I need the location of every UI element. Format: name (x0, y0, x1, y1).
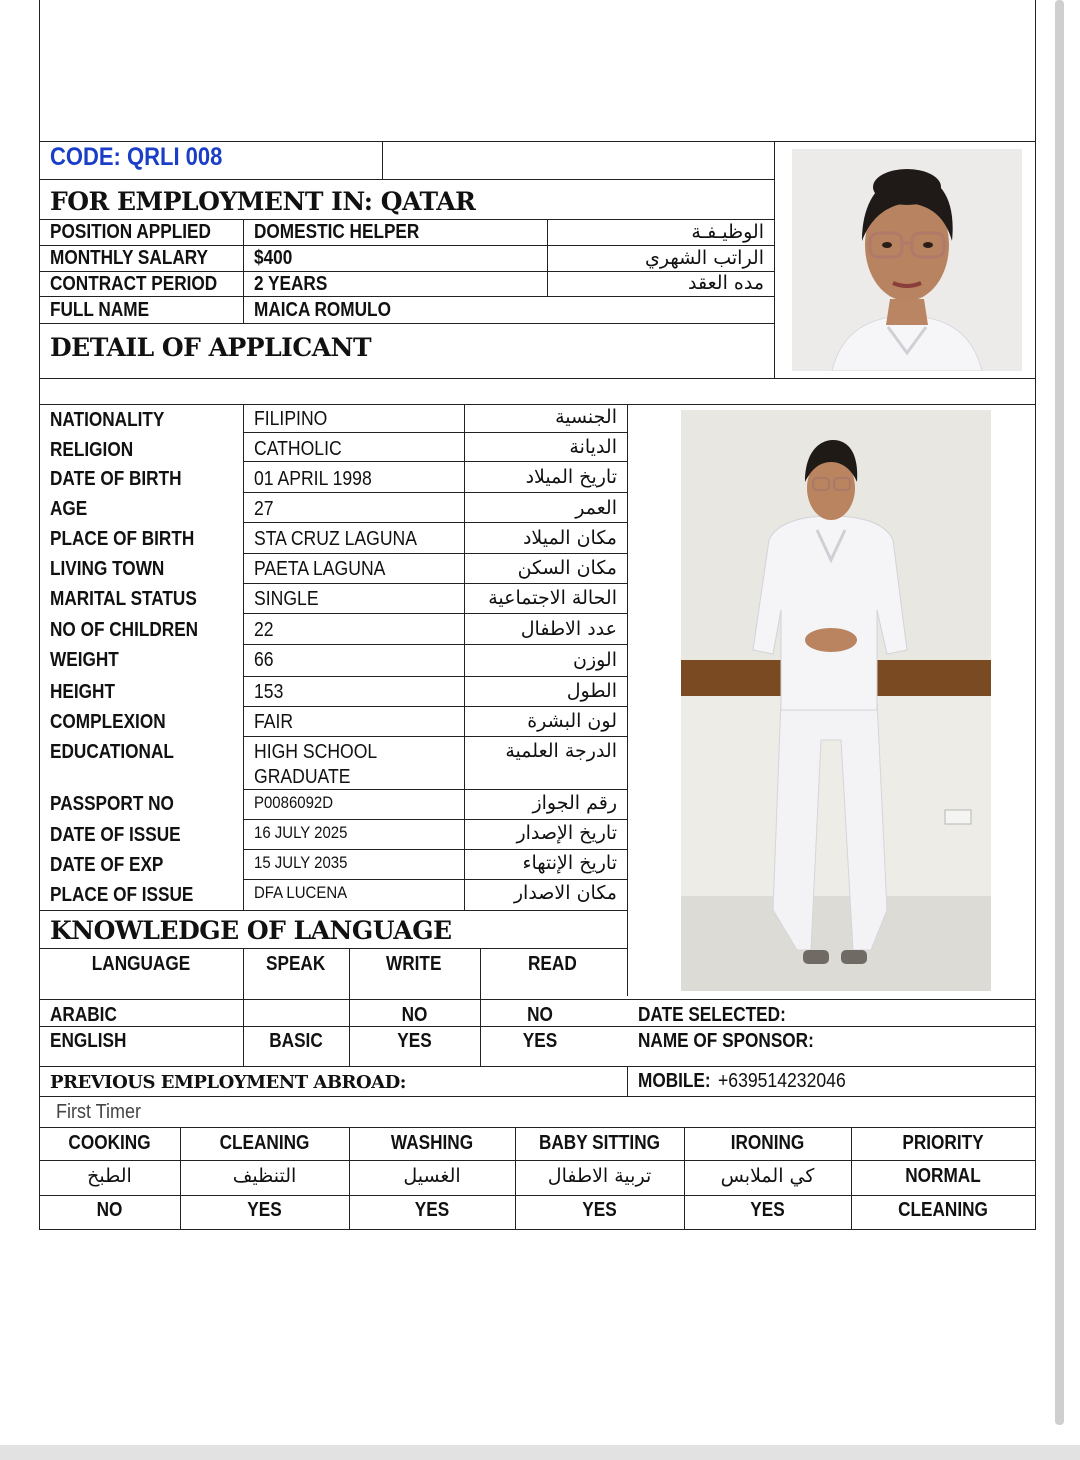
language-write: NO (401, 1004, 428, 1026)
detail-label: PASSPORT NO (50, 793, 174, 815)
detail-arabic: العمر (575, 497, 617, 519)
language-heading: KNOWLEDGE OF LANGUAGE (50, 916, 452, 945)
detail-value: PAETA LAGUNA (254, 558, 386, 580)
detail-arabic: تاريخ الميلاد (525, 466, 617, 488)
detail-arabic: الوزن (572, 649, 617, 671)
language-write: YES (397, 1030, 432, 1052)
detail-label: PLACE OF BIRTH (50, 528, 195, 550)
line (627, 1066, 628, 1096)
language-header: WRITE (386, 953, 442, 975)
detail-label: DATE OF BIRTH (50, 468, 182, 490)
line (627, 404, 628, 996)
skill-arabic: كي الملابس (720, 1165, 815, 1187)
contract-label: CONTRACT PERIOD (50, 273, 218, 295)
detail-label: DATE OF ISSUE (50, 824, 181, 846)
line (243, 706, 627, 707)
language-read: YES (522, 1030, 558, 1052)
line (243, 553, 627, 554)
detail-value: DFA LUCENA (254, 883, 348, 902)
fullname-label: FULL NAME (50, 299, 150, 321)
detail-value: 22 (254, 619, 274, 641)
line (39, 179, 774, 180)
position-label: POSITION APPLIED (50, 221, 211, 243)
detail-arabic: تاريخ الإنتهاء (522, 852, 617, 874)
detail-value: 153 (254, 681, 284, 703)
line (39, 1160, 1036, 1161)
line (464, 404, 465, 910)
salary-label: MONTHLY SALARY (50, 247, 209, 269)
detail-value: 15 JULY 2035 (254, 853, 348, 872)
bottom-bar (0, 1445, 1080, 1460)
detail-value: FAIR (254, 711, 294, 733)
detail-arabic: رقم الجواز (532, 792, 617, 814)
language-header: LANGUAGE (91, 953, 191, 975)
line (243, 879, 627, 880)
line (243, 219, 244, 323)
detail-arabic: الديانة (569, 436, 617, 458)
detail-arabic: تاريخ الإصدار (516, 822, 617, 844)
detail-arabic: الجنسية (555, 406, 617, 428)
previous-employment-value: First Timer (56, 1101, 141, 1123)
skill-value: YES (414, 1199, 450, 1221)
code-label: CODE: QRLI 008 (50, 143, 223, 171)
language-header: SPEAK (266, 953, 326, 975)
line (39, 999, 1036, 1000)
detail-label: HEIGHT (50, 681, 115, 703)
detail-value: P0086092D (254, 793, 334, 812)
date-selected-label: DATE SELECTED: (638, 1004, 786, 1026)
detail-label: LIVING TOWN (50, 558, 165, 580)
line (243, 948, 244, 1066)
line (39, 1066, 1036, 1067)
detail-arabic: الدرجة العلمية (505, 740, 617, 762)
line (382, 141, 383, 179)
detail-arabic: الحالة الاجتماعية (488, 587, 617, 609)
detail-value: GRADUATE (254, 766, 351, 788)
detail-value: FILIPINO (254, 408, 328, 430)
line (39, 404, 1036, 405)
skill-header: WASHING (390, 1132, 474, 1154)
line (243, 432, 627, 433)
detail-label: NO OF CHILDREN (50, 619, 199, 641)
frame-right-line (1035, 0, 1036, 1230)
line (39, 296, 774, 297)
fullname-value: MAICA ROMULO (254, 299, 391, 321)
skill-arabic: التنظيف (232, 1165, 297, 1187)
skill-header: BABY SITTING (538, 1132, 661, 1154)
detail-label: PLACE OF ISSUE (50, 884, 194, 906)
detail-label: AGE (50, 498, 88, 520)
detail-value: SINGLE (254, 588, 319, 610)
vertical-scrollbar[interactable] (1055, 0, 1064, 1425)
line (243, 736, 627, 737)
language-name: ENGLISH (50, 1030, 127, 1052)
skill-value: YES (247, 1199, 282, 1221)
detail-label: NATIONALITY (50, 409, 165, 431)
skill-priority-type: NORMAL (905, 1165, 981, 1187)
line (243, 461, 627, 462)
detail-label: MARITAL STATUS (50, 588, 197, 610)
detail-value: HIGH SCHOOL (254, 741, 378, 763)
sponsor-name-label: NAME OF SPONSOR: (638, 1030, 814, 1052)
detail-value: 27 (254, 498, 274, 520)
line (39, 1195, 1036, 1196)
detail-value: 66 (254, 649, 274, 671)
line (243, 849, 627, 850)
language-speak: BASIC (269, 1030, 323, 1052)
skill-arabic: الغسيل (403, 1165, 461, 1187)
skill-value: NO (96, 1199, 123, 1221)
line (39, 1096, 1036, 1097)
position-arabic: الوظيـفـة (691, 221, 764, 243)
mobile-label: MOBILE: (638, 1070, 711, 1092)
line (243, 789, 627, 790)
previous-employment-heading: PREVIOUS EMPLOYMENT ABROAD: (50, 1072, 406, 1093)
skill-arabic: تربية الاطفال (547, 1165, 652, 1187)
line (243, 676, 627, 677)
full-body-photo (681, 410, 991, 991)
detail-label: COMPLEXION (50, 711, 166, 733)
detail-value: 16 JULY 2025 (254, 823, 348, 842)
line (243, 613, 627, 614)
language-name: ARABIC (50, 1004, 117, 1026)
line (243, 404, 244, 910)
line (349, 948, 350, 1066)
frame-left-line (39, 0, 40, 1230)
line (851, 1127, 852, 1229)
detail-arabic: مكان الاصدار (513, 882, 617, 904)
detail-arabic: عدد الاطفال (520, 618, 617, 640)
line (480, 948, 481, 1066)
skill-value: YES (750, 1199, 785, 1221)
detail-value: CATHOLIC (254, 438, 342, 460)
language-header: READ (528, 953, 577, 975)
detail-label: RELIGION (50, 439, 134, 461)
line (547, 219, 548, 296)
mobile-value: +639514232046 (718, 1070, 846, 1092)
detail-arabic: لون البشرة (527, 710, 617, 732)
line (243, 819, 627, 820)
skill-header: CLEANING (219, 1132, 310, 1154)
line (243, 522, 627, 523)
skill-header: IRONING (730, 1132, 805, 1154)
detail-heading: DETAIL OF APPLICANT (50, 333, 372, 362)
line (243, 583, 627, 584)
detail-label: DATE OF EXP (50, 854, 164, 876)
employment-title: FOR EMPLOYMENT IN: QATAR (50, 187, 476, 216)
skill-value: YES (582, 1199, 617, 1221)
contract-arabic: مده العقد (688, 272, 764, 294)
skill-value: CLEANING (898, 1199, 988, 1221)
detail-label: EDUCATIONAL (50, 741, 174, 763)
position-value: DOMESTIC HELPER (254, 221, 420, 243)
line (39, 910, 627, 911)
detail-arabic: مكان الميلاد (522, 527, 617, 549)
detail-value: STA CRUZ LAGUNA (254, 528, 417, 550)
detail-arabic: مكان السكن (517, 557, 617, 579)
skill-header: PRIORITY (902, 1132, 984, 1154)
line (243, 492, 627, 493)
salary-value: $400 (254, 247, 293, 269)
language-read: NO (527, 1004, 553, 1026)
skill-header: COOKING (68, 1132, 151, 1154)
line (243, 644, 627, 645)
line (39, 378, 1036, 379)
line (774, 141, 775, 378)
line (39, 323, 774, 324)
portrait-photo (792, 149, 1022, 371)
line (39, 141, 1036, 142)
line (39, 1127, 1036, 1128)
detail-label: WEIGHT (50, 649, 119, 671)
line (39, 948, 627, 949)
detail-arabic: الطول (566, 680, 617, 702)
detail-value: 01 APRIL 1998 (254, 468, 372, 490)
contract-value: 2 YEARS (254, 273, 328, 295)
salary-arabic: الراتب الشهري (645, 247, 764, 269)
line (39, 1229, 1036, 1230)
skill-arabic: الطبخ (87, 1165, 132, 1187)
